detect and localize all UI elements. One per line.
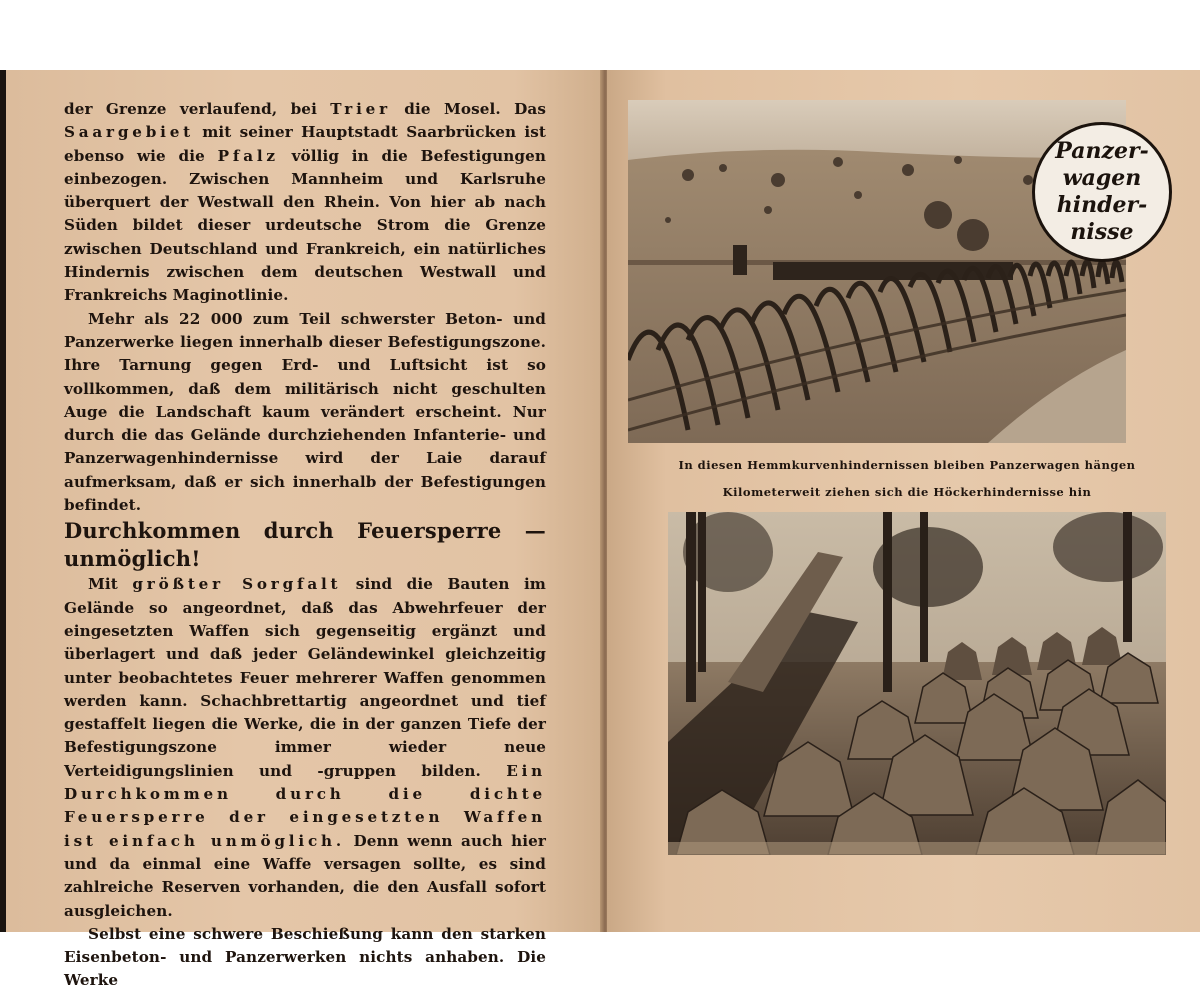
paragraph-2: Mehr als 22 000 zum Teil schwerster Beton- und Panzerwerke liegen innerhalb dieser Befestigungszone. Ihre Tarnung gegen Erd- und Luftsicht ist so vollkommen, daß dem militärisch nicht geschulten Auge die Landschaft kaum verändert erscheint. Nur durch die das Gelände durchziehenden Infanterie- und Panzerwagenhindernisse wird der Laie darauf aufmerksam, daß er sich innerhalb der Befestigungen befindet. [64,309,546,515]
text-run: Denn wenn auch hier und da einmal eine Waffe versagen sollte, es sind zahlreiche Reserven vorhanden, die den Ausfall sofort ausgleichen. [64,831,546,920]
text-run: völlig in die Befestigungen einbezogen. Zwischen Mannheim und Karlsruhe überquert der Westwall den Rhein. Von hier ab nach Süden bildet dieser urdeutsche Strom die Grenze zwischen Deutschland und Frankreich, ein natürliches Hindernis zwischen dem deutschen Westwall und Frankreichs Maginotlinie. [64,146,546,305]
book-spread [0,70,1200,990]
photo-dragons-teeth [668,512,1166,855]
spaced-city-name: Trier [330,100,391,118]
badge-title: Panzer- wagen hinder- nisse [1055,138,1149,245]
spaced-region-name: Pfalz [217,146,279,165]
text-run: mit seiner Hauptstadt Saarbrücken ist ebenso wie die [64,123,546,165]
dragons-teeth-illustration [668,512,1166,855]
left-page [6,70,604,990]
left-text-column [64,98,546,993]
paragraph-3 [64,573,546,922]
spaced-emphasis: Ein Durchkommen durch die dichte Feuersperre der eingesetzten Waffen ist einfach unmöglich. [64,761,546,850]
paragraph-1 [64,98,546,308]
text-run: Mit [88,575,133,594]
photo-caption-2: Kilometerweit ziehen sich die Höckerhindernisse hin [722,485,1092,499]
text-run: sind die Bauten im Gelände so angeordnet, daß das Abwehrfeuer der eingesetzten Waffen sich gegenseitig ergänzt und überlagert und daß jeder Geländewinkel gleichzeitig unter beobachtetes Feuer mehrerer Waffen genommen werden kann. Schachbrettartig angeordnet und tief gestaffelt liegen die Werke, die in der ganzen Tiefe der Befestigungszone immer wieder neue Verteidigungslinien und -gruppen bilden. [64,575,546,780]
spaced-region-name: Saargebiet [64,123,194,142]
text-run: die Mosel. Das [390,100,547,118]
spaced-emphasis: größter Sorgfalt [132,575,342,594]
section-heading: Durchkommen durch Feuersperre — unmöglich! [64,518,546,572]
paragraph-4: Selbst eine schwere Beschießung kann den starken Eisenbeton- und Panzerwerken nichts anhaben. Die Werke [64,924,546,990]
text-run: der Grenze verlaufend, bei [64,100,331,118]
right-page [607,70,1200,932]
photo-caption-1: In diesen Hemmkurvenhindernissen bleiben Panzerwagen hängen [678,458,1136,472]
title-badge [1032,122,1172,262]
